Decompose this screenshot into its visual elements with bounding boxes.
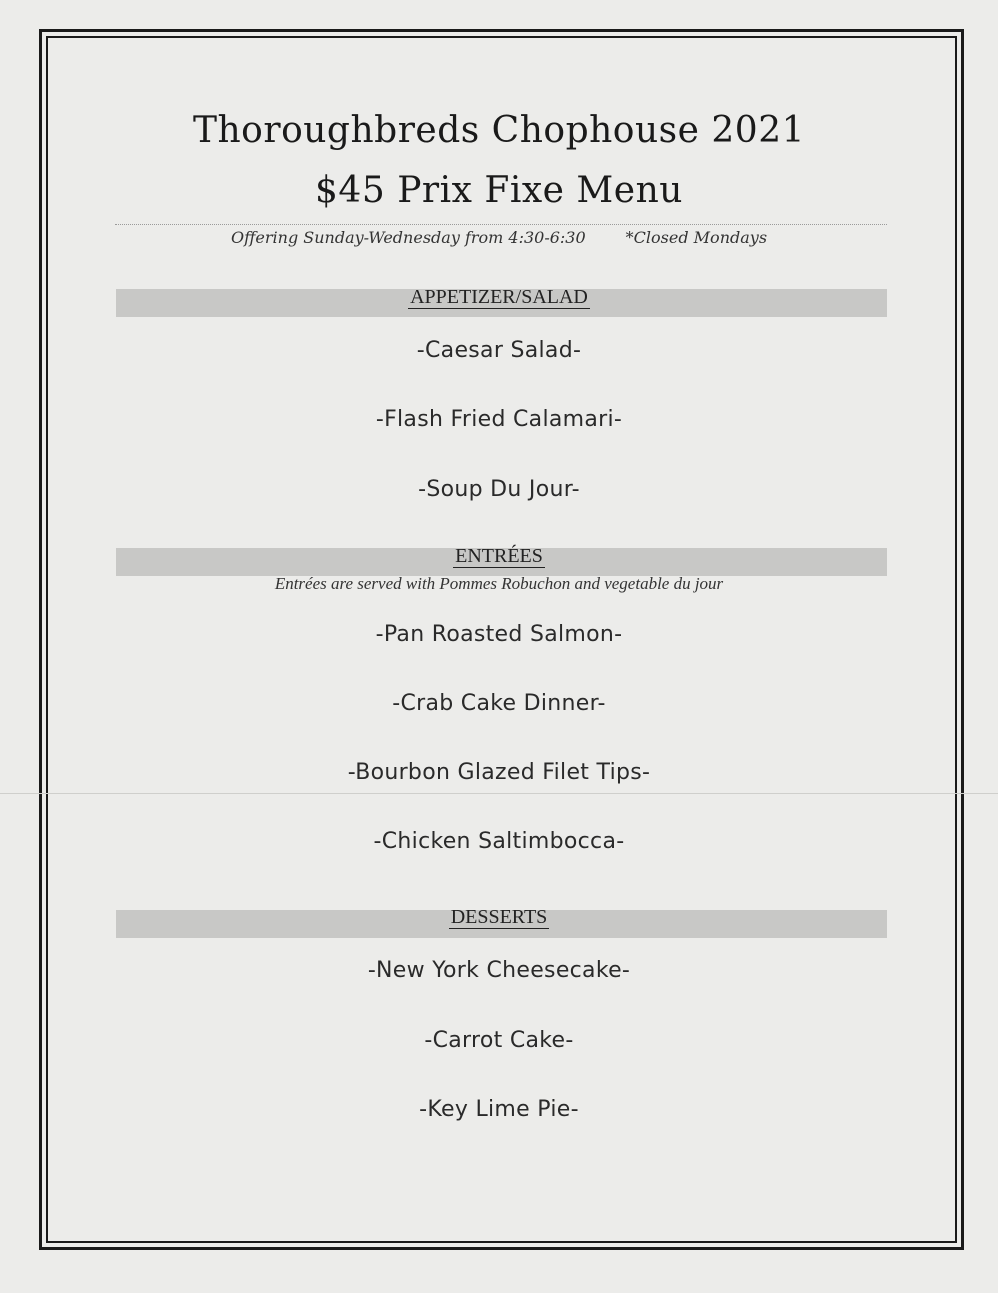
- offering-hours: Offering Sunday-Wednesday from 4:30-6:30: [230, 228, 586, 247]
- menu-title: Thoroughbreds Chophouse 2021: [192, 110, 806, 151]
- fold-line: [0, 793, 998, 794]
- menu-item: -Bourbon Glazed Filet Tips-: [347, 760, 651, 785]
- entrees-note: Entrées are served with Pommes Robuchon and vegetable du jour: [274, 574, 724, 593]
- menu-item: -New York Cheesecake-: [367, 958, 631, 983]
- menu-item: -Key Lime Pie-: [419, 1097, 579, 1122]
- section-heading-entrees: ENTRÉES: [455, 545, 543, 567]
- menu-subtitle-price: $45 Prix Fixe Menu: [315, 170, 683, 211]
- offering-line: [0, 228, 998, 247]
- menu-item: -Soup Du Jour-: [418, 477, 580, 502]
- closed-note: *Closed Mondays: [625, 228, 768, 247]
- section-heading-desserts: DESSERTS: [450, 906, 548, 928]
- menu-item: -Carrot Cake-: [424, 1028, 574, 1053]
- title-divider: [115, 224, 887, 225]
- menu-item: -Crab Cake Dinner-: [392, 691, 606, 716]
- menu-item: -Pan Roasted Salmon-: [375, 622, 623, 647]
- menu-item: -Flash Fried Calamari-: [375, 407, 623, 432]
- menu-item: -Chicken Saltimbocca-: [373, 829, 625, 854]
- menu-item: -Caesar Salad-: [416, 338, 582, 363]
- section-heading-appetizer: APPETIZER/SALAD: [410, 286, 588, 308]
